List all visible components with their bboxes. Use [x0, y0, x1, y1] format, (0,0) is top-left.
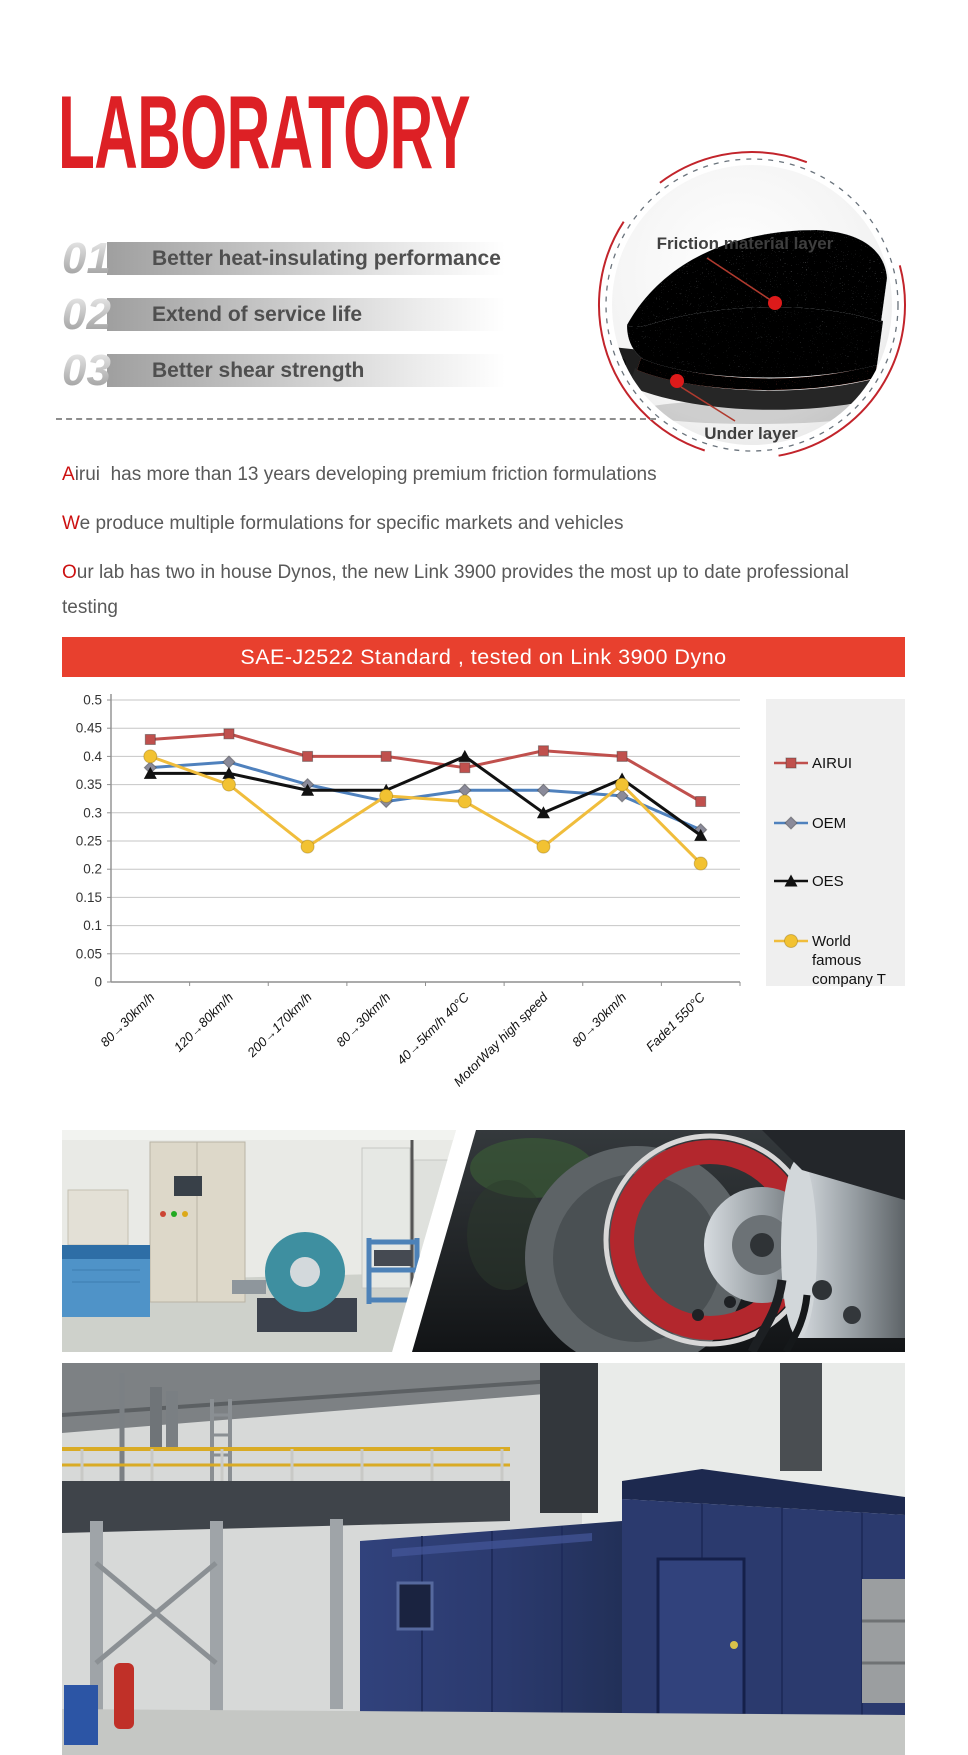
paragraph: [62, 458, 882, 492]
friction-layer-label: Friction material layer: [656, 234, 834, 253]
y-axis-tick-label: 0.1: [83, 918, 102, 934]
lead-letter: A: [62, 464, 75, 485]
data-point-marker-circle: [616, 778, 629, 791]
dashed-divider: [56, 418, 656, 420]
feature-label: Better heat-insulating performance: [152, 247, 501, 270]
data-point-marker-square: [460, 763, 470, 773]
y-axis-tick-label: 0.25: [75, 833, 102, 849]
chamber-door: [658, 1559, 744, 1715]
legend-label: World: [812, 933, 851, 950]
sae-j2522-line-chart: [62, 690, 905, 1138]
y-axis-tick-label: 0.5: [83, 692, 102, 708]
paragraph-text: e produce multiple formulations for specific markets and vehicles: [79, 513, 624, 535]
data-point-marker-square: [381, 751, 391, 761]
y-axis-tick-label: 0.35: [75, 777, 102, 793]
blue-drum: [64, 1685, 98, 1745]
data-point-marker-square: [538, 746, 548, 756]
data-point-marker-circle: [301, 840, 314, 853]
feature-number: 01: [62, 234, 111, 283]
shelf-rack: [862, 1579, 905, 1703]
y-axis-tick-label: 0.15: [75, 889, 102, 905]
x-axis-category-label: 40→5km/h 40°C: [393, 989, 472, 1068]
data-point-marker-circle: [785, 935, 798, 948]
data-point-marker-diamond: [537, 784, 549, 796]
x-axis-category-label: 80→30km/h: [333, 989, 394, 1050]
feature-row-3: [62, 346, 505, 395]
legend-label: AIRUI: [812, 755, 853, 772]
data-point-marker-circle: [222, 778, 235, 791]
lead-letter: W: [62, 513, 80, 535]
paragraph: [62, 507, 882, 541]
y-axis-tick-label: 0.05: [75, 946, 102, 962]
y-axis-tick-label: 0.2: [83, 861, 102, 877]
chamber-window: [398, 1583, 432, 1629]
workshop-floor: [62, 1709, 905, 1755]
feature-row-2: [62, 290, 505, 339]
paragraph-text: ur lab has two in house Dynos, the new Link 3900 provides the most up to date professional testing: [62, 562, 855, 618]
feature-number: 02: [62, 290, 111, 339]
chart-title-banner: SAE-J2522 Standard , tested on Link 3900 Dyno: [62, 637, 905, 677]
x-axis-category-label: 80→30km/h: [97, 989, 158, 1050]
data-point-marker-circle: [380, 789, 393, 802]
photo-row: [62, 1130, 905, 1352]
dyno-lab-photo: [62, 1130, 456, 1352]
page-title: LABORATORY: [58, 75, 470, 191]
x-axis-category-label: 120→80km/h: [170, 989, 237, 1055]
data-point-marker-square: [303, 751, 313, 761]
data-point-marker-square: [696, 797, 706, 807]
under-callout-dot: [670, 374, 684, 388]
paragraph: [62, 556, 882, 624]
feature-row-1: [62, 234, 505, 283]
brake-pad-layers-diagram: [585, 150, 915, 460]
data-point-marker-circle: [694, 857, 707, 870]
data-point-marker-diamond: [459, 784, 471, 796]
y-axis-tick-label: 0.4: [83, 748, 102, 764]
feature-label: Extend of service life: [152, 303, 363, 326]
under-layer-label: Under layer: [704, 424, 798, 443]
friction-callout-dot: [768, 296, 782, 310]
x-axis-category-label: 80→30km/h: [569, 989, 630, 1050]
gas-cylinder: [114, 1663, 134, 1729]
x-axis-category-label: MotorWay high speed: [450, 989, 551, 1090]
legend-label: famous: [812, 952, 862, 969]
legend-label: company T: [812, 971, 886, 988]
test-chamber-photo: [62, 1363, 905, 1755]
y-axis-tick-label: 0.45: [75, 720, 102, 736]
legend-label: OEM: [812, 815, 847, 832]
data-point-marker-diamond: [223, 756, 235, 768]
data-point-marker-circle: [537, 840, 550, 853]
legend-label: OES: [812, 873, 844, 890]
y-axis-tick-label: 0: [94, 974, 102, 990]
brake-disc-test-photo: [412, 1130, 905, 1352]
data-point-marker-square: [145, 734, 155, 744]
data-point-marker-diamond: [616, 790, 628, 802]
data-point-marker-square: [224, 729, 234, 739]
intro-paragraphs: [62, 458, 882, 640]
data-point-marker-circle: [458, 795, 471, 808]
lead-letter: O: [62, 562, 77, 584]
data-point-marker-square: [786, 758, 796, 768]
y-axis-tick-label: 0.3: [83, 805, 102, 821]
feature-number: 03: [62, 346, 111, 395]
building-column: [540, 1363, 598, 1513]
x-axis-category-label: Fade1 550°C: [642, 989, 708, 1055]
feature-label: Better shear strength: [152, 359, 365, 382]
paragraph-text: irui has more than 13 years developing premium friction formulations: [74, 464, 657, 485]
building-column: [780, 1363, 822, 1471]
data-point-marker-circle: [144, 750, 157, 763]
data-point-marker-square: [617, 751, 627, 761]
x-axis-category-label: 200→170km/h: [244, 989, 315, 1060]
